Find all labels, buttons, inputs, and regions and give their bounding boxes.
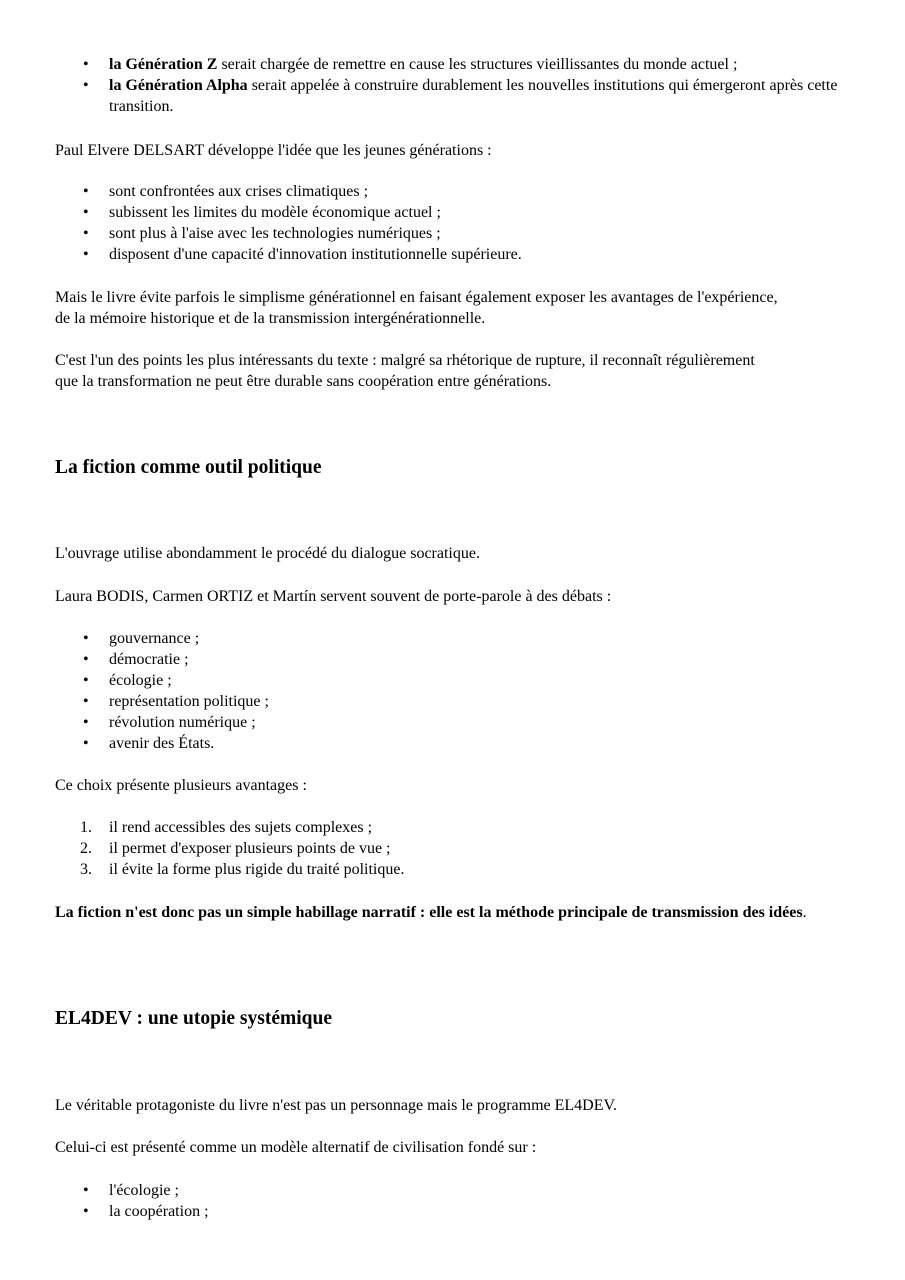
list-item-text: il permet d'exposer plusieurs points de vue ; — [109, 840, 391, 857]
list-item — [55, 838, 855, 859]
bullet-icon: • — [83, 630, 89, 647]
paragraph-celui: Celui-ci est présenté comme un modèle alternatif de civilisation fondé sur : — [55, 1139, 537, 1156]
paragraph-points: C'est l'un des points les plus intéressants du texte : malgré sa rhétorique de rupture, il reconnaît régulièrement que la transformation ne peut être durable sans coopération entre générations. — [55, 352, 755, 390]
list-item — [55, 54, 855, 75]
youth-traits-list — [55, 181, 855, 265]
bullet-icon: • — [83, 183, 89, 200]
list-item — [55, 1180, 855, 1201]
paragraph-protagoniste: Le véritable protagoniste du livre n'est pas un personnage mais le programme EL4DEV. — [55, 1097, 617, 1114]
bold-statement: La fiction n'est donc pas un simple habillage narratif : elle est la méthode principale de transmission des idées — [55, 904, 803, 921]
section-heading-fiction: La fiction comme outil politique — [55, 457, 322, 478]
list-item-text: révolution numérique ; — [109, 714, 256, 731]
list-number: 3. — [80, 861, 92, 878]
list-item-text: démocratie ; — [109, 651, 189, 668]
bullet-icon: • — [83, 651, 89, 668]
paragraph-simplisme: Mais le livre évite parfois le simplisme générationnel en faisant également exposer les avantages de l'expérience, de la mémoire historique et de la transmission intergénérationnelle. — [55, 289, 778, 327]
list-item — [55, 181, 855, 202]
list-item-text: il évite la forme plus rigide du traité politique. — [109, 861, 405, 878]
list-item — [55, 202, 855, 223]
list-item — [55, 817, 855, 838]
section-heading-el4dev: EL4DEV : une utopie systémique — [55, 1008, 333, 1029]
list-item — [55, 712, 855, 733]
list-item-text: écologie ; — [109, 672, 172, 689]
list-item-text: serait appelée à construire durablement les nouvelles institutions qui émergeront après cette transition. — [109, 77, 838, 115]
list-item-text: il rend accessibles des sujets complexes ; — [109, 819, 373, 836]
bullet-icon: • — [83, 714, 89, 731]
bullet-icon: • — [83, 56, 89, 73]
bullet-icon: • — [83, 225, 89, 242]
list-item-text: sont plus à l'aise avec les technologies numériques ; — [109, 225, 441, 242]
list-item-text: avenir des États. — [109, 735, 215, 752]
list-item — [55, 670, 855, 691]
list-item — [55, 75, 855, 117]
list-item-text: la coopération ; — [109, 1203, 209, 1220]
list-item-text: disposent d'une capacité d'innovation institutionnelle supérieure. — [109, 246, 522, 263]
list-item-text: l'écologie ; — [109, 1182, 179, 1199]
bullet-icon: • — [83, 672, 89, 689]
list-item — [55, 733, 855, 754]
list-item — [55, 691, 855, 712]
list-item — [55, 244, 855, 265]
advantages-list — [55, 817, 855, 880]
list-item-bold-term: la Génération Z — [109, 56, 218, 73]
debates-list — [55, 628, 855, 754]
list-item — [55, 1201, 855, 1222]
list-item-text: serait chargée de remettre en cause les structures vieillissantes du monde actuel ; — [217, 56, 738, 73]
list-item-text: représentation politique ; — [109, 693, 269, 710]
list-item — [55, 628, 855, 649]
list-item — [55, 223, 855, 244]
bullet-icon: • — [83, 246, 89, 263]
list-number: 1. — [80, 819, 92, 836]
statement-end: . — [802, 904, 807, 921]
list-item-text: gouvernance ; — [109, 630, 200, 647]
bullet-icon: • — [83, 77, 89, 94]
bullet-icon: • — [83, 1182, 89, 1199]
paragraph-choix: Ce choix présente plusieurs avantages : — [55, 777, 307, 794]
bullet-icon: • — [83, 1203, 89, 1220]
paragraph-delsart: Paul Elvere DELSART développe l'idée que les jeunes générations : — [55, 142, 492, 159]
paragraph-fiction-conclusion — [55, 902, 845, 923]
paragraph-bodis: Laura BODIS, Carmen ORTIZ et Martín servent souvent de porte-parole à des débats : — [55, 588, 612, 605]
generations-role-list — [55, 54, 855, 117]
bullet-icon: • — [83, 693, 89, 710]
bullet-icon: • — [83, 735, 89, 752]
bullet-icon: • — [83, 204, 89, 221]
list-item — [55, 859, 855, 880]
list-item — [55, 649, 855, 670]
list-item-bold-term: la Génération Alpha — [109, 77, 248, 94]
paragraph-socratique: L'ouvrage utilise abondamment le procédé du dialogue socratique. — [55, 545, 480, 562]
list-item-text: sont confrontées aux crises climatiques ; — [109, 183, 369, 200]
list-item-text: subissent les limites du modèle économique actuel ; — [109, 204, 441, 221]
el4dev-foundations-list — [55, 1180, 855, 1222]
list-number: 2. — [80, 840, 92, 857]
